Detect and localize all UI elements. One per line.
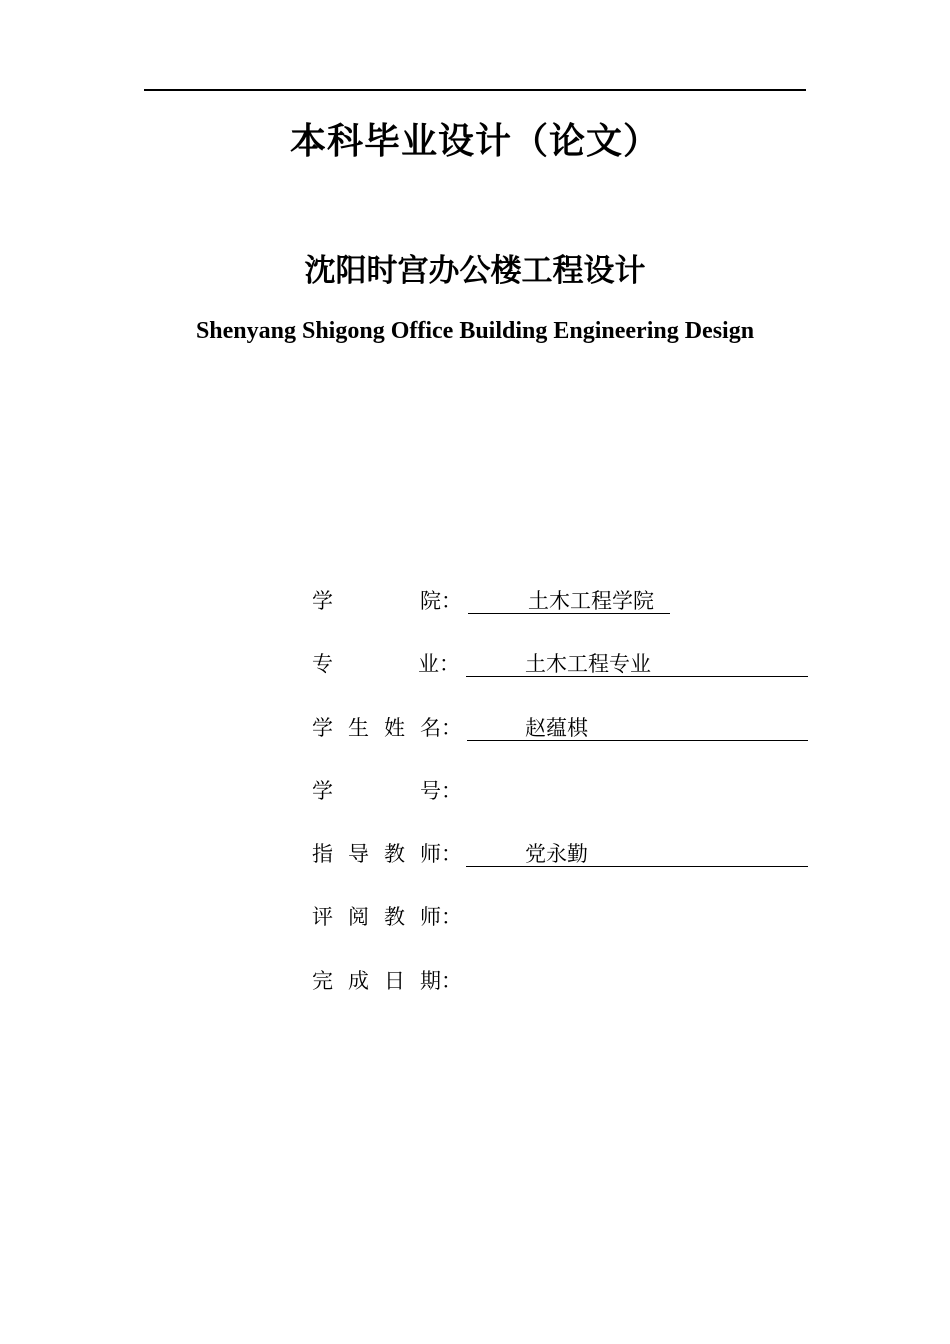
thesis-title-cn: 沈阳时宫办公楼工程设计 [304,253,646,289]
field-advisor-underline [466,866,808,867]
field-student-name-value: 赵蕴棋 [525,716,588,740]
top-rule [144,89,806,91]
field-advisor-value: 党永勤 [525,842,588,866]
field-completion-date-label: 完 成 日 期： [312,969,462,993]
field-college-value: 土木工程学院 [528,589,654,613]
field-student-id-label: 学 号： [312,779,462,803]
field-reviewer-label: 评 阅 教 师： [312,905,462,929]
main-title: 本科毕业设计（论文） [289,121,660,162]
field-student-name-underline [467,740,808,741]
field-advisor-label: 指 导 教 师： [312,842,462,866]
field-major-label: 专 业： [312,652,460,676]
thesis-title-en: Shenyang Shigong Office Building Engineering Design [195,318,755,344]
field-college-label: 学 院： [312,589,462,613]
field-student-name-label: 学 生 姓 名： [312,716,462,740]
field-major-value: 土木工程专业 [525,652,651,676]
